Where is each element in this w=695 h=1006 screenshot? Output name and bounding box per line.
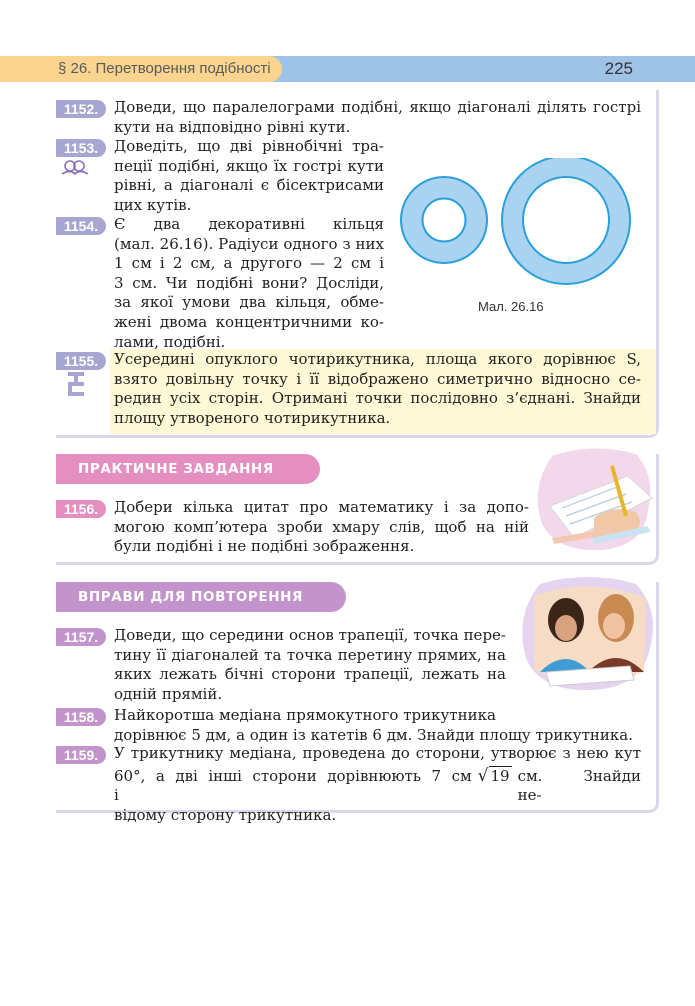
- students-studying-photo: [518, 576, 658, 694]
- figure-caption: Мал. 26.16: [478, 299, 544, 314]
- problem-text: У трикутнику медіана, проведена до сторони, утворює з нею кут 60°, а дві інші сторони дорівнюють 7 см і √ 19 см. Знайди не- відому сторону трикутника.: [114, 744, 641, 824]
- small-ring-inner: [423, 199, 466, 242]
- problem-text: Доведи, що середини основ трапеції, точка пере- тину її діагоналей та точка перетину прямих, на яких лежать бічні сторони трапеції, лежать на одній прямій.: [114, 626, 506, 703]
- section-practical-title: ПРАКТИЧНЕ ЗАВДАННЯ: [56, 454, 320, 484]
- problem-number: 1158.: [56, 708, 106, 726]
- problem-text: Найкоротша медіана прямокутного трикутника дорівнює 5 дм, а один із катетів 6 дм. Знайди площу трикутника.: [114, 706, 633, 744]
- section-repetition-title: ВПРАВИ ДЛЯ ПОВТОРЕННЯ: [56, 582, 346, 612]
- problem-text: Доведіть, що дві рівнобічні тра- пеції подібні, якщо їх гострі кути рівні, а діагоналі є бісектрисами цих кутів.: [114, 137, 384, 214]
- group-work-icon: [60, 159, 90, 175]
- problem-number: 1156.: [56, 500, 106, 518]
- problem-number: 1154.: [56, 217, 106, 235]
- problem-text: Усередині опуклого чотирикутника, площа якого дорівнює S, взято довільну точку і її відображено симетрично відносно се- редин усіх сторін. Отримані точки послідовно з’єднані. Знайди площу утвореного чотирикутника.: [114, 350, 641, 427]
- computer-task-icon: [66, 370, 86, 398]
- rings-figure: [398, 158, 638, 288]
- problem-text: Добери кілька цитат про математику і за допо- могою комп’ютера зроби хмару слів, щоб на ній були подібні і не подібні зображення.: [114, 498, 529, 556]
- large-ring-inner: [523, 177, 609, 263]
- problem-number: 1152.: [56, 100, 106, 118]
- problem-number: 1155.: [56, 352, 106, 370]
- problem-text: Доведи, що паралелограми подібні, якщо діагоналі ділять гострі кути на відповідно рівні кути.: [114, 98, 641, 136]
- square-root: √ 19: [477, 765, 510, 786]
- student-writing-photo: [532, 446, 656, 554]
- problem-number: 1157.: [56, 628, 106, 646]
- problem-text: Є два декоративні кільця (мал. 26.16). Радіуси одного з них 1 см і 2 см, а другого — 2 см і 3 см. Чи подібні вони? Досліди, за якої умови два кільця, обме- жені двома концентричними ко- лами, подібні.: [114, 215, 384, 351]
- problem-number: 1159.: [56, 746, 106, 764]
- chapter-title: § 26. Перетворення подібності: [58, 60, 271, 77]
- problem-number: 1153.: [56, 139, 106, 157]
- page-number: 225: [604, 59, 633, 78]
